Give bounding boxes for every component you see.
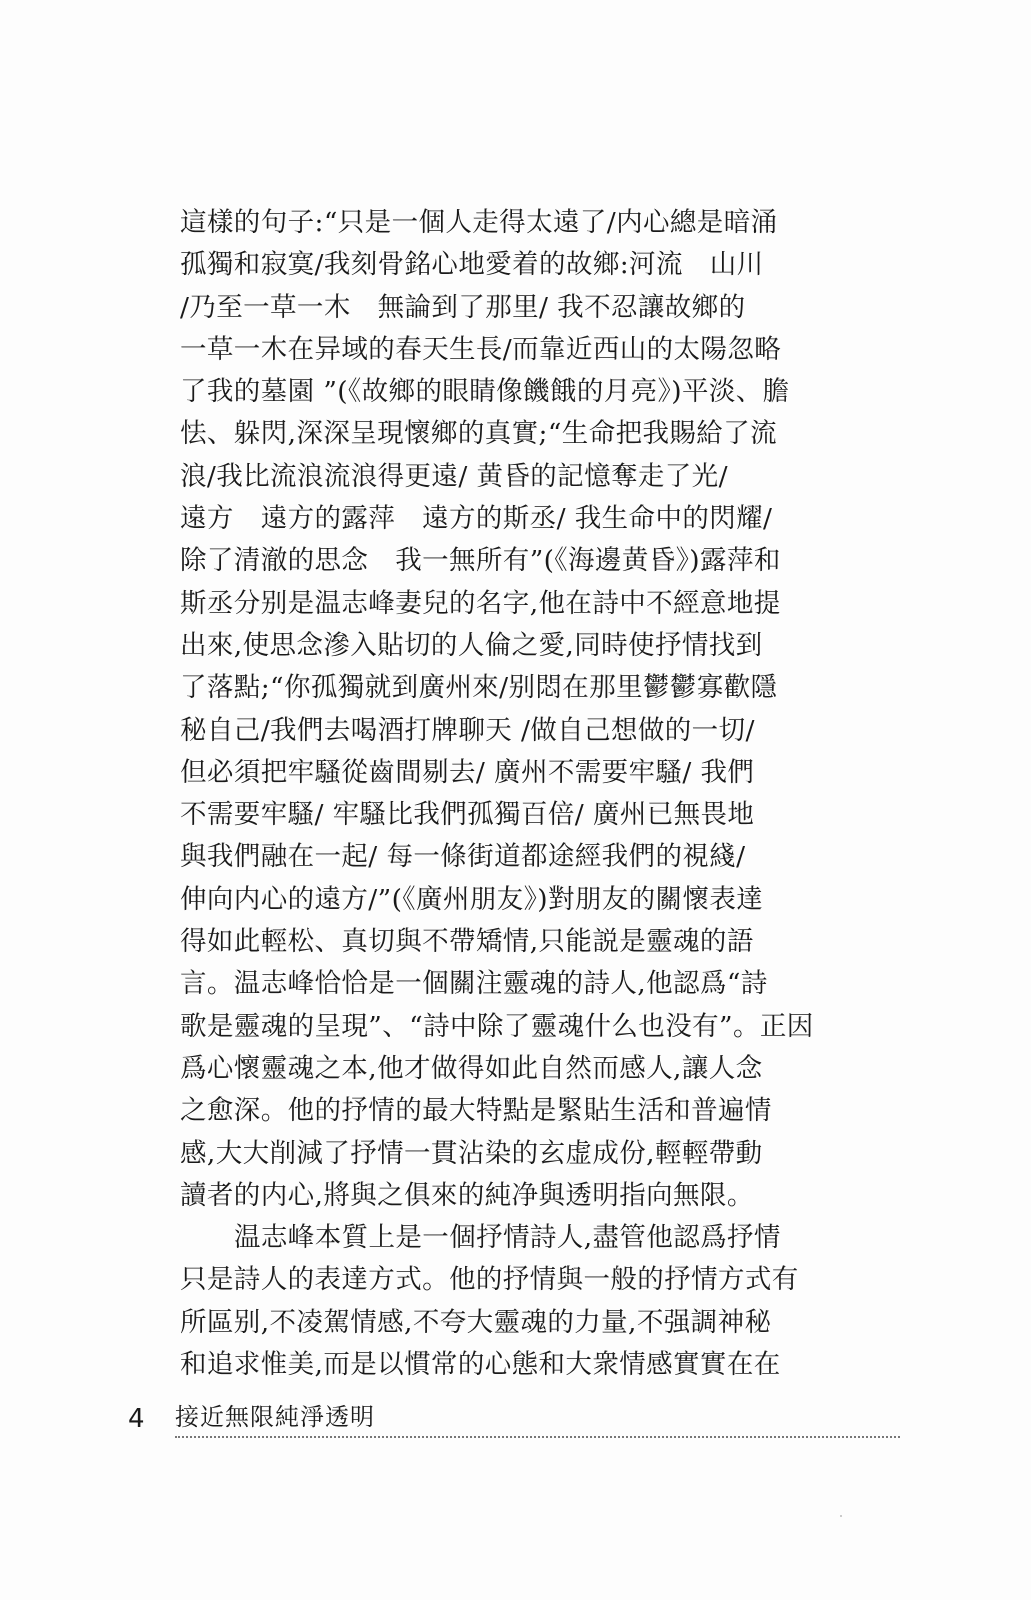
text-line: 和追求惟美,而是以慣常的心態和大衆情感實實在在 (180, 1349, 781, 1381)
text-line: 所區别,不凌駕情感,不夸大靈魂的力量,不强調神秘 (180, 1306, 772, 1338)
text-line: 言。温志峰恰恰是一個關注靈魂的詩人,他認爲“詩 (180, 968, 768, 1000)
running-title: 接近無限純淨透明 (175, 1403, 375, 1431)
text-line: 伸向内心的遠方/”(《廣州朋友》)對朋友的關懷表達 (180, 883, 764, 915)
text-line: 孤獨和寂寞/我刻骨銘心地愛着的故鄉:河流 山川 (180, 249, 764, 281)
page-number: 4 (128, 1404, 145, 1434)
footer-divider (175, 1436, 900, 1438)
paragraph-first-line: 温志峰本質上是一個抒情詩人,盡管他認爲抒情 (234, 1222, 781, 1254)
text-line: /乃至一草一木 無論到了那里/ 我不忍讓故鄉的 (180, 291, 746, 323)
text-line: 歌是靈魂的呈現”、“詩中除了靈魂什么也没有”。正因 (180, 1010, 814, 1042)
text-line: 讀者的内心,將與之俱來的純净與透明指向無限。 (180, 1179, 754, 1211)
text-line: 除了清澈的思念 我一無所有”(《海邊黄昏》)露萍和 (180, 545, 781, 577)
text-line: 了落點;“你孤獨就到廣州來/别悶在那里鬱鬱寡歡隱 (180, 672, 778, 704)
text-line: 遠方 遠方的露萍 遠方的斯丞/ 我生命中的閃耀/ (180, 503, 773, 535)
text-line: 得如此輕松、真切與不帶矯情,只能説是靈魂的語 (180, 926, 754, 958)
text-line: 之愈深。他的抒情的最大特點是緊貼生活和普遍情 (180, 1095, 772, 1127)
text-line: 秘自己/我們去喝酒打牌聊天 /做自己想做的一切/ (180, 714, 755, 746)
text-line: 這樣的句子:“只是一個人走得太遠了/内心總是暗涌 (180, 207, 778, 238)
text-line: 斯丞分别是温志峰妻兒的名字,他在詩中不經意地提 (180, 587, 781, 619)
text-line: 浪/我比流浪流浪得更遠/ 黄昏的記憶奪走了光/ (180, 460, 728, 492)
scan-speck (840, 1515, 842, 1517)
text-line: 了我的墓園 ”(《故鄉的眼睛像饑餓的月亮》)平淡、膽 (180, 376, 790, 408)
text-line: 但必須把牢騷從齒間剔去/ 廣州不需要牢騷/ 我們 (180, 756, 755, 788)
text-line: 與我們融在一起/ 每一條街道都途經我們的視綫/ (180, 841, 746, 873)
text-line: 爲心懷靈魂之本,他才做得如此自然而感人,讓人念 (180, 1052, 763, 1084)
body-text (180, 202, 820, 1386)
text-line: 怯、躲閃,深深呈現懷鄉的真實;“生命把我賜給了流 (180, 418, 777, 450)
text-line: 感,大大削減了抒情一貫沾染的玄虚成份,輕輕帶動 (180, 1137, 763, 1169)
page-footer (0, 1400, 1031, 1440)
text-line: 不需要牢騷/ 牢騷比我們孤獨百倍/ 廣州已無畏地 (180, 799, 755, 831)
text-line: 出來,使思念滲入貼切的人倫之愛,同時使抒情找到 (180, 629, 763, 661)
text-line: 只是詩人的表達方式。他的抒情與一般的抒情方式有 (180, 1264, 799, 1296)
text-line: 一草一木在异域的春天生長/而靠近西山的太陽忽略 (180, 333, 782, 365)
